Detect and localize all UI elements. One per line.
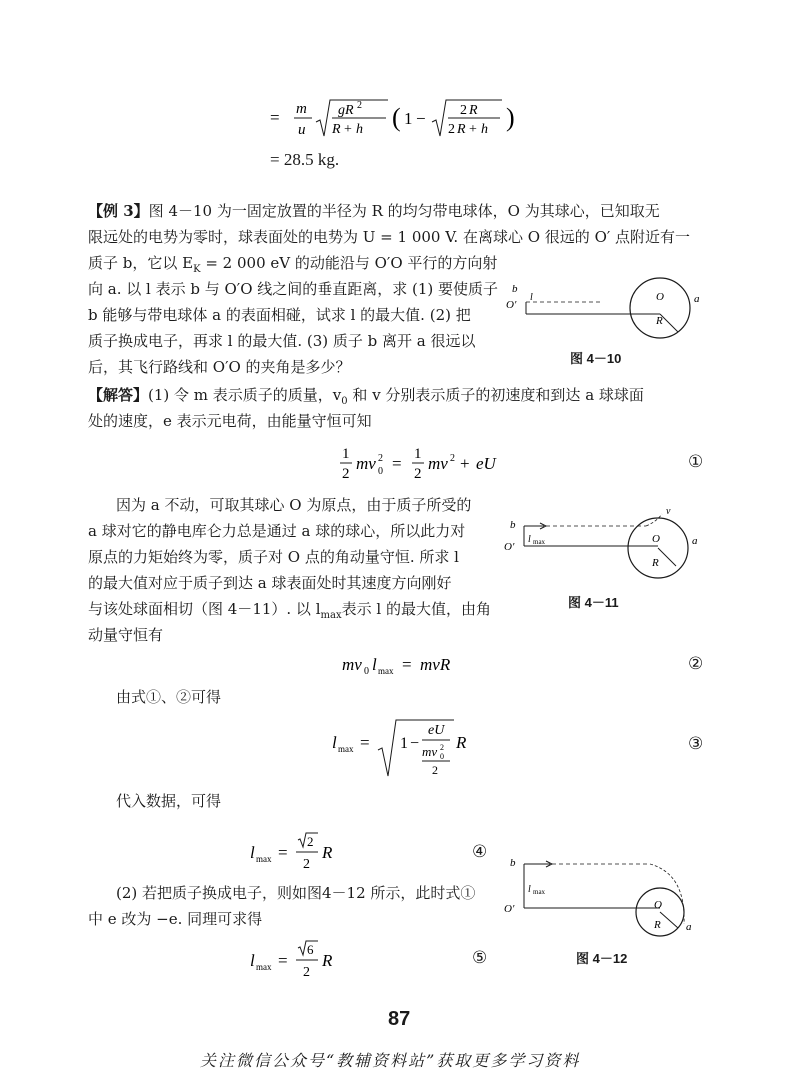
solution-p2-line-1: 因为 a 不动，可取其球心 O 为原点，由于质子所受的: [116, 496, 472, 514]
svg-text:6: 6: [307, 942, 314, 957]
equation-5: [248, 938, 368, 982]
equation-5-render: [248, 938, 368, 982]
solution-text-4: 代入数据，可得: [116, 792, 222, 810]
svg-text:2: 2: [460, 103, 467, 118]
svg-text:2: 2: [378, 453, 383, 464]
example-text-3-end: = 2 000 eV 的动能沿与 O′O 平行的方向射: [200, 254, 498, 272]
svg-text:2: 2: [307, 834, 314, 849]
example-text-3: 质子 b，它以 E: [88, 254, 194, 272]
equation-1-render: [338, 442, 538, 486]
svg-text:O: O: [656, 291, 664, 303]
equation-3-number: ③: [688, 734, 704, 754]
svg-text:O′: O′: [504, 541, 515, 553]
equation-2-number: ②: [688, 654, 704, 674]
svg-text:max: max: [256, 854, 272, 864]
svg-text:0: 0: [378, 466, 383, 477]
svg-text:): ): [506, 103, 515, 132]
svg-text:0: 0: [364, 666, 369, 677]
svg-text:=: =: [392, 454, 402, 473]
svg-text:O: O: [652, 533, 660, 545]
example-line-4: 向 a. 以 l 表示 b 与 O′O 线之间的垂直距离，求 (1) 要使质子: [88, 280, 499, 298]
svg-text:−: −: [416, 109, 426, 128]
example-line-5: b 能够与带电球体 a 的表面相碰，试求 l 的最大值. (2) 把: [88, 306, 471, 324]
caption-figure-4-10: 图 4－10: [570, 351, 622, 366]
svg-text:max: max: [533, 888, 546, 896]
solution-text-1-sub: 0: [341, 396, 348, 407]
svg-text:1: 1: [414, 446, 422, 462]
equation-2: [340, 652, 500, 678]
svg-text:mvR: mvR: [420, 655, 451, 674]
example-line-1: [88, 200, 660, 223]
svg-text:R: R: [332, 122, 341, 137]
svg-text:=: =: [270, 108, 280, 127]
svg-text:2: 2: [342, 466, 350, 482]
svg-text:R: R: [469, 103, 478, 118]
example-label: 【例 3】: [88, 202, 149, 220]
svg-text:mv: mv: [356, 454, 376, 473]
svg-text:O′: O′: [506, 299, 517, 311]
caption-figure-4-12: 图 4－12: [576, 951, 628, 966]
svg-text:max: max: [338, 744, 354, 754]
svg-text:R: R: [456, 733, 467, 752]
svg-text:R: R: [654, 919, 661, 931]
svg-text:2: 2: [440, 743, 444, 752]
solution-p2-line-5: [88, 598, 491, 627]
svg-text:=: =: [402, 655, 412, 674]
svg-text:R: R: [457, 122, 466, 137]
page-number: 87: [388, 1008, 411, 1030]
footer-note: 关注微信公众号“教辅资料站”获取更多学习资料: [200, 1051, 581, 1070]
svg-text:0: 0: [440, 752, 444, 761]
equation-5-number: ⑤: [472, 948, 488, 968]
svg-text:l: l: [528, 534, 531, 545]
svg-text:l: l: [372, 655, 377, 674]
solution-p2-line-4: 的最大值对应于质子到达 a 球表面处时其速度方向刚好: [88, 574, 452, 592]
caption-figure-4-11: 图 4－11: [568, 595, 619, 610]
svg-text:R: R: [322, 951, 333, 970]
svg-text:2: 2: [450, 453, 455, 464]
figure-4-11: [500, 504, 710, 590]
svg-text:b: b: [510, 857, 516, 869]
svg-text:b: b: [510, 519, 516, 531]
solution-p5-line-1: (2) 若把质子换成电子，则如图4－12 所示，此时式①: [116, 884, 476, 902]
equation-1: [338, 442, 538, 486]
example-line-2: 限远处的电势为零时，球表面处的电势为 U = 1 000 V. 在离球心 O 很远的 O′ 点附近有一: [88, 228, 691, 246]
svg-text:m: m: [296, 101, 307, 117]
equation-4-number: ④: [472, 842, 488, 862]
svg-text:+: +: [469, 122, 477, 137]
equation-top-b: = 28.5 kg.: [270, 150, 340, 169]
svg-text:max: max: [256, 962, 272, 972]
svg-text:2: 2: [303, 965, 310, 980]
svg-text:2: 2: [448, 122, 455, 137]
example-text-3-sub: K: [193, 264, 201, 275]
solution-text-3: 由式①、②可得: [116, 688, 222, 706]
equation-3-render: [330, 716, 500, 780]
svg-text:2: 2: [432, 763, 438, 777]
figure-4-12: [500, 848, 710, 938]
svg-text:(: (: [392, 103, 401, 132]
svg-text:2: 2: [303, 857, 310, 872]
svg-text:O′: O′: [504, 903, 515, 915]
solution-text-1: (1) 令 m 表示质子的质量，v: [148, 386, 342, 404]
solution-p2-text-5: 与该处球面相切（图 4－11）. 以 l: [88, 600, 321, 618]
svg-text:R: R: [652, 557, 659, 569]
svg-text:mv: mv: [342, 655, 362, 674]
svg-text:mv: mv: [422, 744, 438, 759]
svg-text:1: 1: [342, 446, 350, 462]
equation-top-a: [268, 96, 568, 140]
svg-text:l: l: [528, 884, 531, 895]
svg-text:eU: eU: [428, 723, 445, 738]
svg-text:+: +: [344, 122, 352, 137]
solution-p2-line-2: a 球对它的静电库仑力总是通过 a 球的球心，所以此力对: [88, 522, 466, 540]
svg-text:h: h: [481, 122, 488, 137]
svg-text:R: R: [656, 315, 663, 327]
equation-4: [248, 830, 368, 874]
svg-text:l: l: [332, 733, 337, 752]
svg-text:a: a: [686, 921, 692, 933]
svg-text:l: l: [530, 292, 533, 303]
equation-4-render: [248, 830, 368, 874]
solution-text-1-end: 和 v 分别表示质子的初速度和到达 a 球球面: [347, 386, 644, 404]
svg-text:max: max: [533, 538, 546, 546]
svg-text:mv: mv: [428, 454, 448, 473]
svg-text:max: max: [378, 666, 394, 676]
svg-text:=: =: [360, 733, 370, 752]
svg-text:v: v: [666, 506, 671, 517]
example-line-7: 后，其飞行路线和 O′O 的夹角是多少？: [88, 358, 351, 376]
equation-1-number: ①: [688, 452, 704, 472]
example-text-1: 图 4－10 为一固定放置的半径为 R 的均匀带电球体，O 为其球心，已知取无: [148, 202, 660, 220]
solution-line-2: 处的速度，e 表示元电荷，由能量守恒可知: [88, 412, 372, 430]
svg-text:O: O: [654, 899, 662, 911]
equation-2-render: [340, 652, 500, 678]
svg-text:=: =: [278, 951, 288, 970]
equation-3: [330, 716, 500, 780]
solution-label: 【解答】: [88, 386, 149, 404]
solution-p2-line-6: 动量守恒有: [88, 626, 164, 644]
example-line-6: 质子换成电子，再求 l 的最大值. (3) 质子 b 离开 a 很远以: [88, 332, 476, 350]
equation-top-a-render: [268, 96, 568, 140]
svg-text:u: u: [298, 122, 306, 138]
solution-line-1: [88, 384, 644, 413]
example-line-3: [88, 252, 497, 281]
solution-p2-line-3: 原点的力矩始终为零，质子对 O 点的角动量守恒. 所求 l: [88, 548, 459, 566]
svg-text:eU: eU: [476, 454, 496, 473]
svg-text:−: −: [410, 735, 420, 752]
svg-text:=: =: [278, 843, 288, 862]
svg-text:gR: gR: [338, 103, 354, 118]
solution-p2-text-5-sub: max: [320, 610, 342, 621]
svg-text:+: +: [460, 454, 470, 473]
solution-p2-text-5-end: 表示 l 的最大值，由角: [341, 600, 491, 618]
svg-text:l: l: [250, 843, 255, 862]
svg-text:a: a: [692, 535, 698, 547]
svg-text:l: l: [250, 951, 255, 970]
svg-text:h: h: [356, 122, 363, 137]
svg-text:1: 1: [404, 109, 413, 128]
svg-text:2: 2: [357, 100, 362, 111]
svg-text:R: R: [322, 843, 333, 862]
figure-4-10: [500, 262, 710, 354]
svg-text:1: 1: [400, 735, 408, 752]
svg-text:b: b: [512, 283, 518, 295]
solution-p5-line-2: 中 e 改为 −e. 同理可求得: [88, 910, 263, 928]
svg-text:2: 2: [414, 466, 422, 482]
svg-text:a: a: [694, 293, 700, 305]
